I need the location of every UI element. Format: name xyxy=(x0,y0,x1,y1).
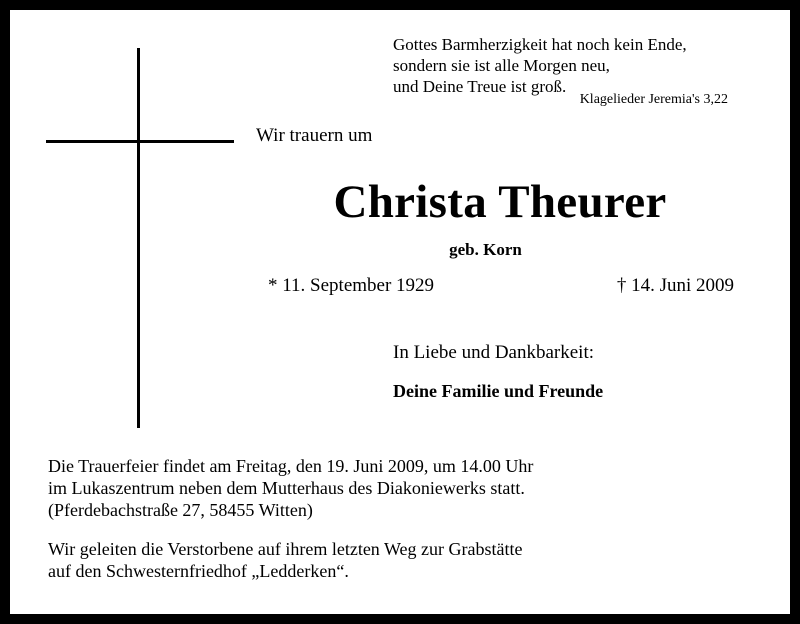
burial-line: auf den Schwesternfriedhof „Ledderken“. xyxy=(48,561,349,581)
mourning-text: Wir trauern um xyxy=(256,125,373,146)
birth-date: * 11. September 1929 xyxy=(268,275,435,296)
closing-line: In Liebe und Dankbarkeit: xyxy=(393,342,595,363)
burial-info xyxy=(48,538,522,582)
signature: Deine Familie und Freunde xyxy=(393,381,604,401)
cross-icon-horizontal xyxy=(46,140,234,143)
verse-line: sondern sie ist alle Morgen neu, xyxy=(393,56,610,75)
death-date: † 14. Juni 2009 xyxy=(616,275,734,296)
deceased-name: Christa Theurer xyxy=(333,176,667,228)
cross-icon-vertical xyxy=(137,48,140,428)
funeral-line: im Lukaszentrum neben dem Mutterhaus des Diakoniewerks statt. xyxy=(48,478,525,498)
verse-line: Gottes Barmherzigkeit hat noch kein Ende, xyxy=(393,35,687,54)
maiden-name: geb. Korn xyxy=(449,240,522,259)
verse-line: und Deine Treue ist groß. xyxy=(393,77,567,96)
funeral-line: Die Trauerfeier findet am Freitag, den 19. Juni 2009, um 14.00 Uhr xyxy=(48,456,534,476)
burial-line: Wir geleiten die Verstorbene auf ihrem letzten Weg zur Grabstätte xyxy=(48,539,523,559)
funeral-info xyxy=(48,455,533,521)
funeral-line: (Pferdebachstraße 27, 58455 Witten) xyxy=(48,500,313,520)
verse-reference: Klagelieder Jeremia's 3,22 xyxy=(579,92,728,107)
bible-verse xyxy=(393,34,687,97)
